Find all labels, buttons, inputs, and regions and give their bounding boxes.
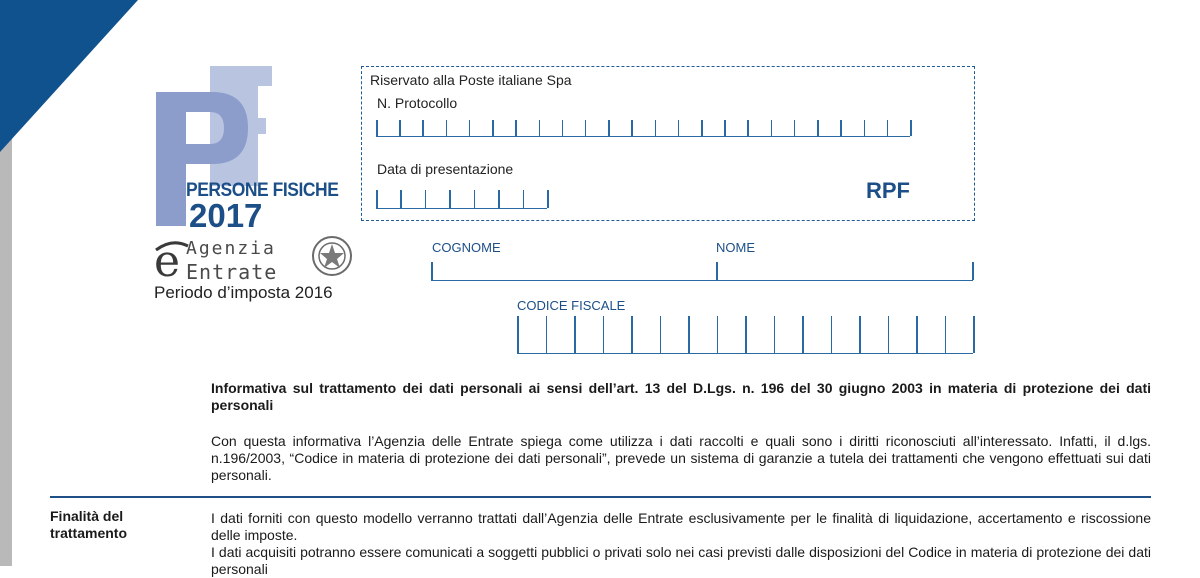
- informativa-intro: Con questa informativa l’Agenzia delle Entrate spiega come utilizza i dati raccolti e quali sono i diritti riconosciuti all’interessato. Infatti, il d.lgs. n.196/2003, “Codice in materia di protezione dei dati personali”, prevede un sistema di garanzie a tutela dei trattamenti che vengono effettuati sui dati personali.: [211, 433, 1151, 483]
- informativa-heading: Informativa sul trattamento dei dati personali ai sensi dell’art. 13 del D.Lgs. n. 196 del 30 giugno 2003 in materia di protezione dei dati personali: [211, 380, 1151, 413]
- form-code: RPF: [866, 178, 910, 203]
- comb-tick: [802, 316, 804, 353]
- agency-name-line1: Agenzia: [186, 238, 276, 259]
- comb-tick: [474, 190, 476, 208]
- section-paragraph-2: I dati acquisiti potranno essere comunicati a soggetti pubblici o privati solo nei casi previsti dalle disposizioni del Codice in materia di protezione dei dati personali: [211, 544, 1151, 577]
- protocol-number-field[interactable]: [376, 120, 910, 137]
- comb-tick: [864, 120, 866, 136]
- comb-tick: [887, 120, 889, 136]
- comb-tick: [771, 120, 773, 136]
- comb-tick: [547, 190, 549, 208]
- comb-tick: [608, 120, 610, 136]
- logo-year: 2017: [189, 197, 263, 234]
- comb-tick: [688, 316, 690, 353]
- comb-tick: [422, 120, 424, 136]
- comb-tick: [717, 316, 719, 353]
- comb-tick: [794, 120, 796, 136]
- comb-tick: [660, 316, 662, 353]
- comb-tick: [546, 316, 548, 353]
- comb-tick: [515, 120, 517, 136]
- codice-fiscale-field[interactable]: [517, 316, 973, 354]
- corner-triangle: [0, 0, 138, 152]
- comb-tick: [910, 120, 912, 136]
- comb-tick: [399, 120, 401, 136]
- comb-tick: [888, 316, 890, 353]
- comb-tick: [631, 316, 633, 353]
- field-divider-tick: [716, 262, 718, 280]
- comb-tick: [376, 190, 378, 208]
- comb-tick: [817, 120, 819, 136]
- comb-tick: [655, 120, 657, 136]
- comb-tick: [747, 120, 749, 136]
- comb-tick: [449, 190, 451, 208]
- comb-tick: [603, 316, 605, 353]
- comb-tick: [469, 120, 471, 136]
- comb-tick: [701, 120, 703, 136]
- field-divider-tick: [972, 262, 974, 280]
- agency-name-line2: Entrate: [186, 260, 278, 284]
- italian-emblem-icon: [310, 234, 354, 278]
- comb-tick: [840, 120, 842, 136]
- protocol-label: N. Protocollo: [377, 95, 458, 111]
- comb-tick: [585, 120, 587, 136]
- comb-tick: [574, 316, 576, 353]
- comb-tick: [517, 316, 519, 353]
- name-surname-field[interactable]: [431, 262, 973, 281]
- comb-tick: [945, 316, 947, 353]
- section-title: Finalità del trattamento: [50, 508, 128, 541]
- comb-tick: [631, 120, 633, 136]
- comb-tick: [774, 316, 776, 353]
- reserved-title: Riservato alla Poste italiane Spa: [370, 72, 572, 88]
- logo-p-stem: [156, 92, 186, 226]
- comb-tick: [425, 190, 427, 208]
- comb-tick: [523, 190, 525, 208]
- comb-tick: [400, 190, 402, 208]
- svg-text:e: e: [154, 236, 181, 282]
- comb-tick: [539, 120, 541, 136]
- comb-tick: [831, 316, 833, 353]
- date-label: Data di presentazione: [377, 161, 514, 177]
- submission-date-field[interactable]: [376, 190, 547, 209]
- comb-tick: [973, 316, 975, 353]
- comb-tick: [745, 316, 747, 353]
- tax-period: Periodo d’imposta 2016: [154, 283, 333, 302]
- comb-tick: [562, 120, 564, 136]
- comb-tick: [724, 120, 726, 136]
- comb-tick: [678, 120, 680, 136]
- logo-title: PERSONE FISICHE: [186, 180, 339, 201]
- section-divider: [50, 496, 1151, 498]
- cognome-label: COGNOME: [432, 240, 501, 255]
- comb-tick: [859, 316, 861, 353]
- section-paragraph-1: I dati forniti con questo modello verranno trattati dall’Agenzia delle Entrate esclusivamente per le finalità di liquidazione, accertamento e riscossione delle imposte.: [211, 510, 1151, 543]
- field-divider-tick: [431, 262, 433, 280]
- comb-tick: [446, 120, 448, 136]
- nome-label: NOME: [716, 240, 755, 255]
- comb-tick: [498, 190, 500, 208]
- comb-tick: [376, 120, 378, 136]
- comb-tick: [916, 316, 918, 353]
- comb-tick: [492, 120, 494, 136]
- codice-fiscale-label: CODICE FISCALE: [517, 298, 626, 313]
